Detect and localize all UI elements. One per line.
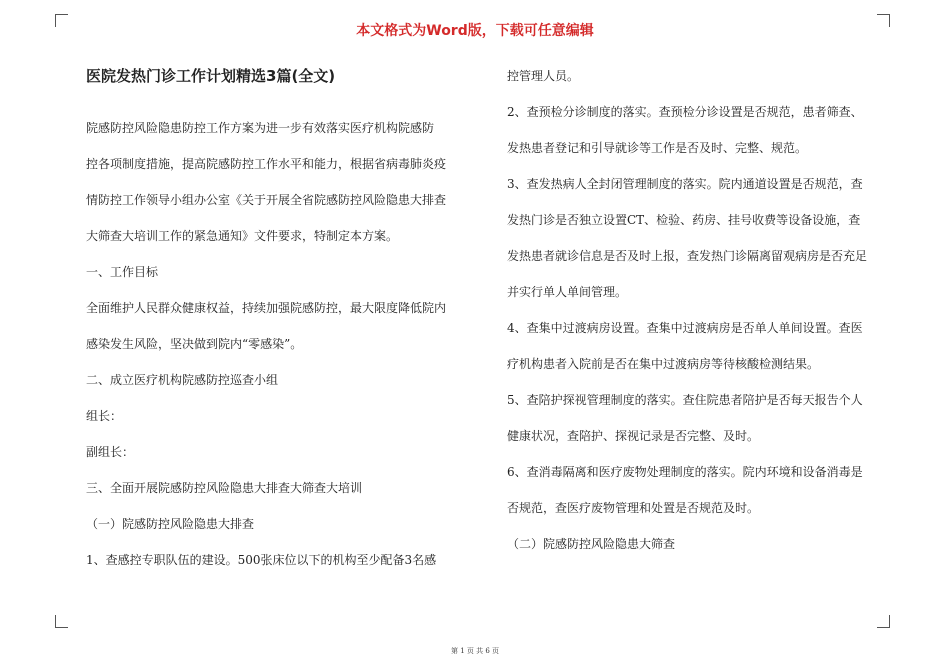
paragraph-line: 大筛查大培训工作的紧急通知》文件要求，特制定本方案。: [86, 229, 399, 243]
right-column: [507, 58, 887, 562]
subsection-heading: （一）院感防控风险隐患大排查: [86, 517, 255, 531]
paragraph-line: 健康状况，查陪护、探视记录是否完整、及时。: [507, 429, 760, 443]
paragraph-line: 疗机构患者入院前是否在集中过渡病房等待核酸检测结果。: [507, 357, 820, 371]
document-title: 医院发热门诊工作计划精选3篇(全文): [86, 67, 336, 85]
paragraph-line: 发热患者登记和引导就诊等工作是否及时、完整、规范。: [507, 141, 808, 155]
paragraph-line: 5、查陪护探视管理制度的落实。查住院患者陪护是否每天报告个人: [507, 393, 863, 407]
paragraph-line: 控管理人员。: [507, 69, 580, 83]
paragraph-line: 4、查集中过渡病房设置。查集中过渡病房是否单人单间设置。查医: [507, 321, 863, 335]
paragraph-line: 并实行单人单间管理。: [507, 285, 628, 299]
paragraph-line: 6、查消毒隔离和医疗废物处理制度的落实。院内环境和设备消毒是: [507, 465, 863, 479]
paragraph-line: 2、查预检分诊制度的落实。查预检分诊设置是否规范，患者筛查、: [507, 105, 863, 119]
paragraph-line: 发热患者就诊信息是否及时上报，查发热门诊隔离留观病房是否充足: [507, 249, 868, 263]
paragraph-line: 发热门诊是否独立设置CT、检验、药房、挂号收费等设备设施，查: [507, 213, 861, 227]
paragraph-line: 3、查发热病人全封闭管理制度的落实。院内通道设置是否规范，查: [507, 177, 863, 191]
paragraph-line: 全面维护人民群众健康权益，持续加强院感防控，最大限度降低院内: [86, 301, 447, 315]
section-heading: 一、工作目标: [86, 265, 159, 279]
paragraph-line: 感染发生风险，坚决做到院内“零感染”。: [86, 337, 303, 351]
paragraph-line: 组长：: [86, 409, 123, 423]
left-column: [86, 66, 471, 578]
paragraph-line: 1、查感控专职队伍的建设。500张床位以下的机构至少配备3名感: [86, 553, 437, 567]
page-number: 第 1 页 共 6 页: [450, 647, 500, 655]
subsection-heading: （二）院感防控风险隐患大筛查: [507, 537, 676, 551]
paragraph-line: 否规范，查医疗废物管理和处置是否规范及时。: [507, 501, 760, 515]
paragraph-line: 控各项制度措施，提高院感防控工作水平和能力，根据省病毒肺炎疫: [86, 157, 447, 171]
download-banner: 本文格式为Word版，下载可任意编辑: [356, 23, 594, 39]
paragraph-line: 副组长：: [86, 445, 135, 459]
section-heading: 三、全面开展院感防控风险隐患大排查大筛查大培训: [86, 481, 363, 495]
paragraph-line: 院感防控风险隐患防控工作方案为进一步有效落实医疗机构院感防: [86, 121, 435, 135]
section-heading: 二、成立医疗机构院感防控巡查小组: [86, 373, 279, 387]
paragraph-line: 情防控工作领导小组办公室《关于开展全省院感防控风险隐患大排查: [86, 193, 447, 207]
